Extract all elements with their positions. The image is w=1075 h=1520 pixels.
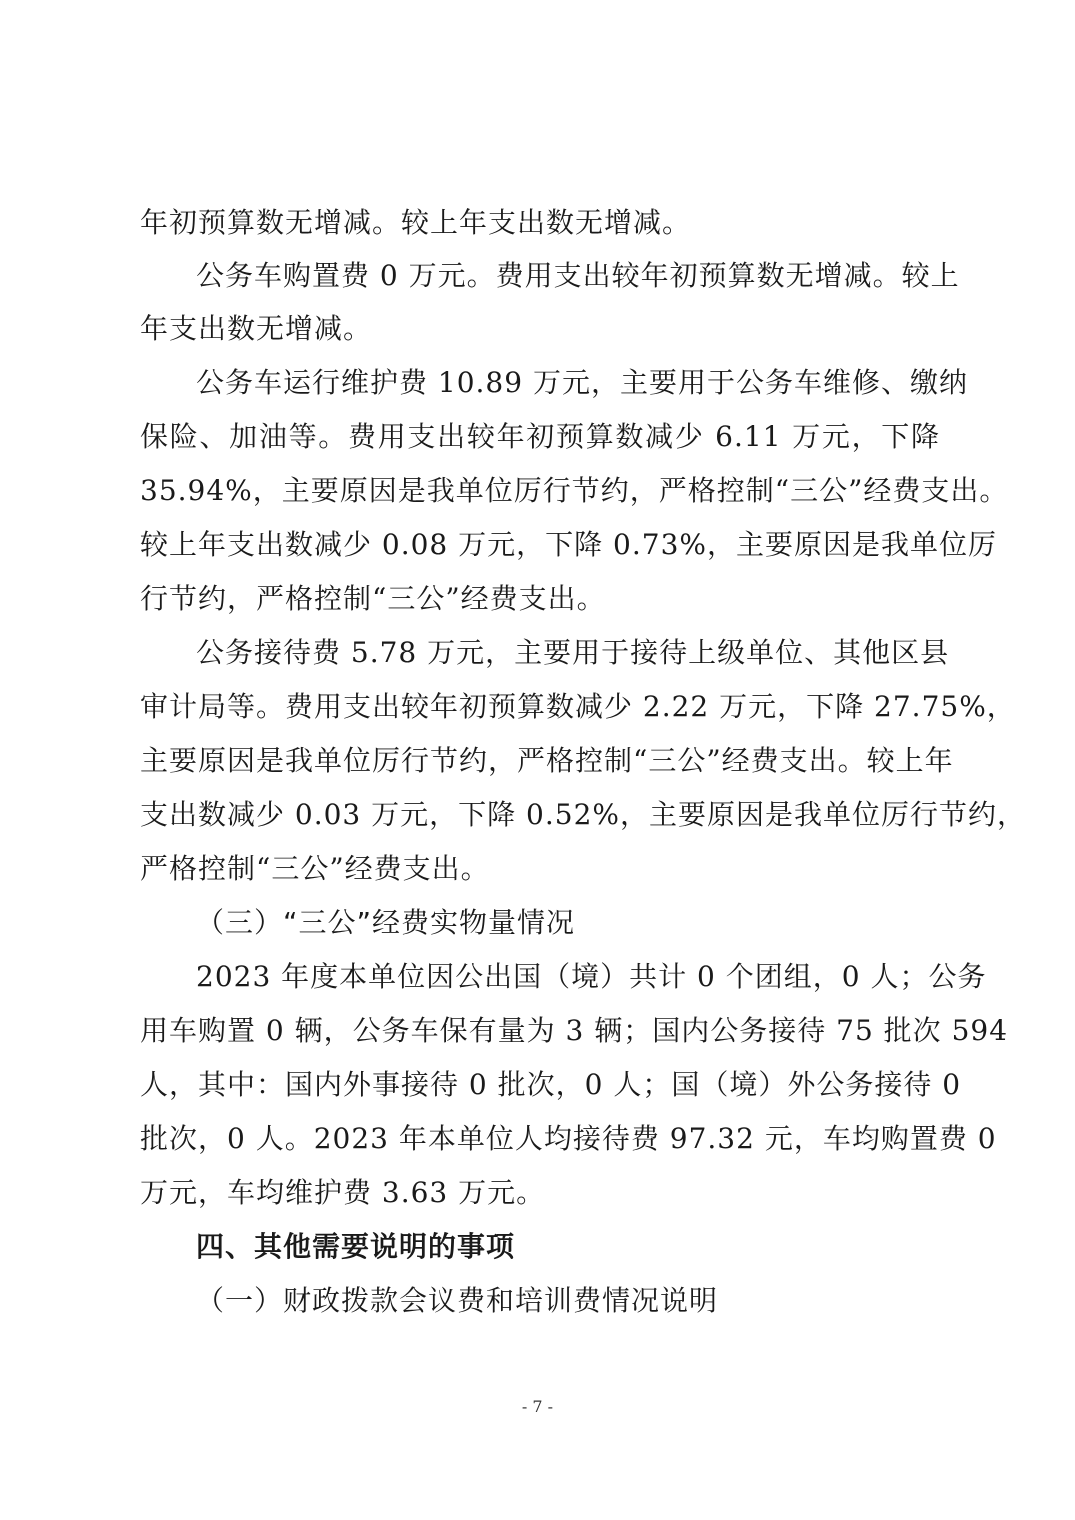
text-line-1: 年初预算数无增减。较上年支出数无增减。: [140, 206, 692, 239]
section-heading-four: 四、其他需要说明的事项: [196, 1230, 516, 1263]
text-line-15: 2023 年度本单位因公出国（境）共计 0 个团组，0 人；公务: [196, 960, 987, 993]
text-line-7: 较上年支出数减少 0.08 万元，下降 0.73%，主要原因是我单位厉: [140, 528, 997, 561]
text-line-3: 年支出数无增减。: [140, 312, 373, 345]
section-subheading-one: （一）财政拨款会议费和培训费情况说明: [196, 1284, 719, 1317]
text-line-9: 公务接待费 5.78 万元，主要用于接待上级单位、其他区县: [196, 636, 950, 669]
text-line-5: 保险、加油等。费用支出较年初预算数减少 6.11 万元，下降: [140, 420, 940, 453]
text-line-17: 人，其中：国内外事接待 0 批次，0 人；国（境）外公务接待 0: [140, 1068, 962, 1101]
text-line-13: 严格控制“三公”经费支出。: [140, 852, 490, 885]
text-line-2: 公务车购置费 0 万元。费用支出较年初预算数无增减。较上: [196, 259, 960, 292]
text-line-6: 35.94%，主要原因是我单位厉行节约，严格控制“三公”经费支出。: [140, 474, 1009, 507]
page-number: - 7 -: [521, 1397, 554, 1416]
section-subheading-three: （三）“三公”经费实物量情况: [196, 906, 576, 939]
text-line-18: 批次，0 人。2023 年本单位人均接待费 97.32 元，车均购置费 0: [140, 1122, 997, 1155]
text-line-4: 公务车运行维护费 10.89 万元，主要用于公务车维修、缴纳: [196, 366, 968, 399]
text-line-12: 支出数减少 0.03 万元，下降 0.52%，主要原因是我单位厉行节约，: [140, 798, 1026, 831]
text-line-10: 审计局等。费用支出较年初预算数减少 2.22 万元，下降 27.75%，: [140, 690, 1016, 723]
text-line-16: 用车购置 0 辆，公务车保有量为 3 辆；国内公务接待 75 批次 594: [140, 1014, 1009, 1047]
text-line-8: 行节约，严格控制“三公”经费支出。: [140, 582, 606, 615]
text-line-11: 主要原因是我单位厉行节约，严格控制“三公”经费支出。较上年: [140, 744, 954, 777]
text-line-19: 万元，车均维护费 3.63 万元。: [140, 1176, 546, 1209]
